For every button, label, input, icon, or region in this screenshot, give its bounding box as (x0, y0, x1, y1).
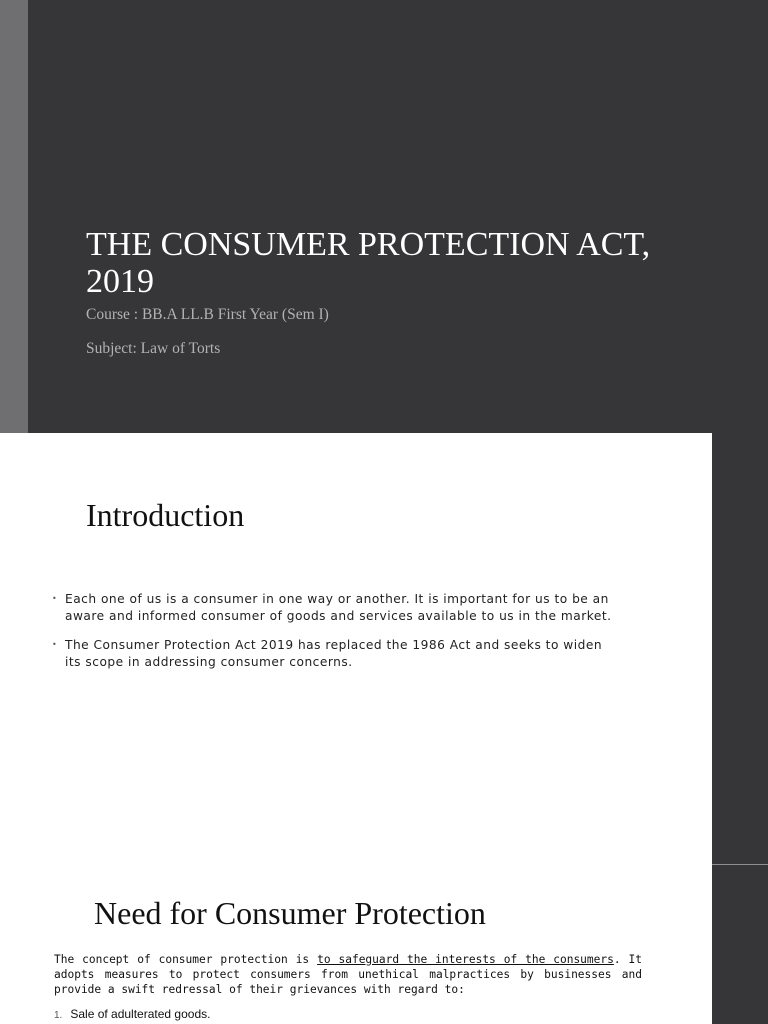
need-paragraph (54, 952, 642, 997)
bullet-item (52, 591, 622, 624)
presentation-title: THE CONSUMER PROTECTION ACT, 2019 (86, 226, 651, 300)
bullet-item (52, 637, 622, 670)
introduction-bullet-list (52, 591, 622, 683)
course-subtitle: Course : BB.A LL.B First Year (Sem I) (86, 306, 329, 323)
paragraph-text: The concept of consumer protection is (54, 953, 318, 966)
list-number: 1. (54, 1010, 63, 1021)
slide-divider-line (712, 864, 768, 865)
need-slide (0, 865, 712, 1024)
underlined-phrase: to safeguard the interests of the consumers (317, 953, 614, 966)
bullet-text: Each one of us is a consumer in one way or another. It is important for us to be an aware and informed consumer of goods and services available to us in the market. (65, 592, 612, 623)
right-dark-strip (712, 433, 768, 1024)
list-item-text: Sale of adulterated goods. (70, 1007, 211, 1021)
bullet-icon: • (52, 640, 58, 649)
paragraph-text-continued: . It adopts measures to protect consumers from unethical malpractices by businesses and provide a swift redressal of their grievances with regard to: (54, 953, 642, 996)
bullet-icon: • (52, 594, 58, 603)
need-heading: Need for Consumer Protection (94, 895, 486, 931)
introduction-heading: Introduction (86, 497, 245, 533)
introduction-slide (0, 433, 712, 865)
left-accent-bar (0, 0, 28, 433)
title-slide (0, 0, 768, 433)
bullet-text: The Consumer Protection Act 2019 has replaced the 1986 Act and seeks to widen its scope in addressing consumer concerns. (65, 638, 603, 669)
subject-subtitle: Subject: Law of Torts (86, 340, 221, 357)
numbered-list-item (54, 1007, 210, 1021)
